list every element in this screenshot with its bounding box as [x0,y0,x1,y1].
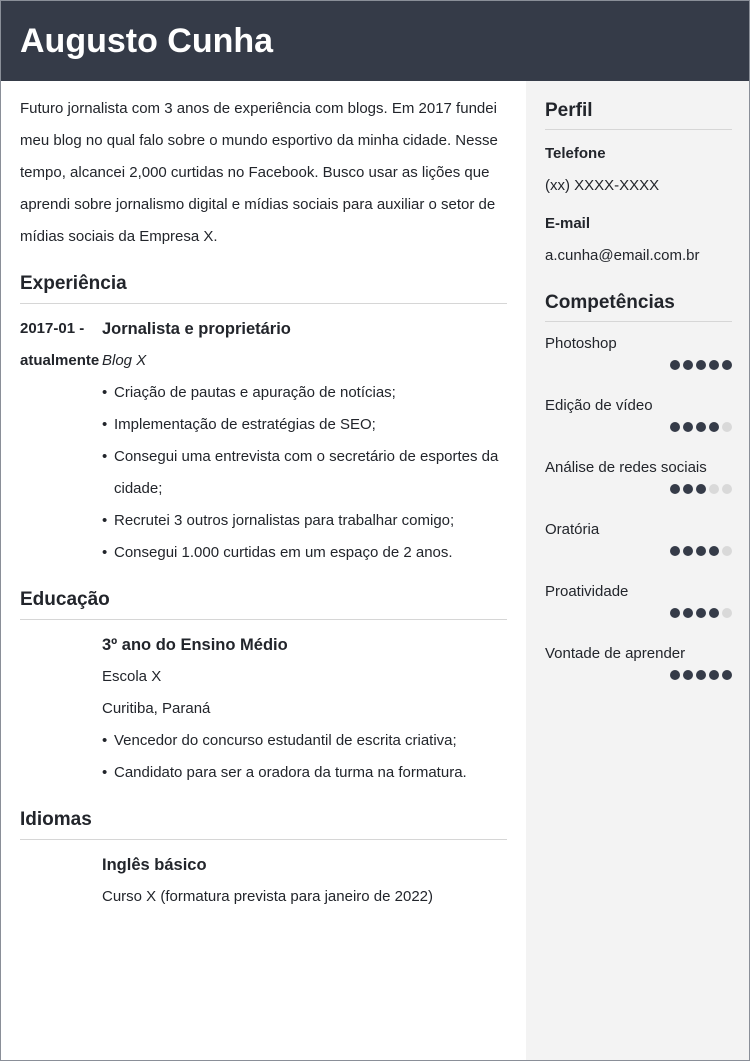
filled-dot-icon [683,484,693,494]
candidate-name: Augusto Cunha [20,22,274,60]
filled-dot-icon [722,360,732,370]
skill-level-dots [670,608,732,620]
filled-dot-icon [683,546,693,556]
language-body [102,849,507,913]
list-item: • Consegui 1.000 curtidas em um espaço de 2 anos. [102,537,507,569]
degree-title: 3º ano do Ensino Médio [102,636,288,654]
language-entry [20,849,507,913]
filled-dot-icon [683,670,693,680]
empty-dot-icon [722,546,732,556]
filled-dot-icon [709,670,719,680]
language-name: Inglês básico [102,856,207,874]
list-item: • Implementação de estratégias de SEO; [102,409,507,441]
main-column [20,93,507,913]
skill-level-dots [670,546,732,558]
list-item: • Candidato para ser a oradora da turma na formatura. [102,757,507,789]
skill-level-dots [670,670,732,682]
filled-dot-icon [709,546,719,556]
skill-item [545,396,732,458]
experience-heading: Experiência [20,272,507,304]
experience-date [20,313,102,377]
languages-section [20,808,507,913]
skills-list [545,334,732,706]
skill-item [545,520,732,582]
school-name: Escola X [102,668,162,685]
skills-heading: Competências [545,290,732,322]
filled-dot-icon [670,484,680,494]
list-item: • Vencedor do concurso estudantil de escrita criativa; [102,725,507,757]
school-location: Curitiba, Paraná [102,700,211,717]
filled-dot-icon [670,422,680,432]
summary-text: Futuro jornalista com 3 anos de experiência com blogs. Em 2017 fundei meu blog no qual falo sobre o mundo esportivo da minha cidade. Nesse tempo, alcancei 2,000 curtidas no Facebook. Busco usar as lições que aprendi sobre jornalismo digital e mídias sociais para auxiliar o setor de mídias sociais da Empresa X. [20,100,498,245]
sidebar-content [545,98,732,706]
filled-dot-icon [670,360,680,370]
filled-dot-icon [683,422,693,432]
skill-item [545,334,732,396]
education-section [20,588,507,789]
filled-dot-icon [709,360,719,370]
education-body [102,629,507,789]
filled-dot-icon [722,670,732,680]
filled-dot-icon [670,608,680,618]
filled-dot-icon [683,608,693,618]
education-bullets [102,725,507,789]
job-title: Jornalista e proprietário [102,320,291,338]
languages-heading: Idiomas [20,808,507,840]
empty-dot-icon [722,608,732,618]
filled-dot-icon [696,546,706,556]
experience-entry [20,313,507,569]
skill-name: Proatividade [545,583,629,600]
language-detail: Curso X (formatura prevista para janeiro de 2022) [102,888,433,905]
filled-dot-icon [670,546,680,556]
filled-dot-icon [709,422,719,432]
filled-dot-icon [670,670,680,680]
filled-dot-icon [696,422,706,432]
list-item: • Criação de pautas e apuração de notícias; [102,377,507,409]
skill-item [545,582,732,644]
phone-value: (xx) XXXX-XXXX [545,177,660,194]
experience-date-end: atualmente [20,352,100,369]
experience-date-start: 2017-01 - [20,320,85,337]
empty-dot-icon [722,422,732,432]
skill-item [545,458,732,520]
skill-item [545,644,732,706]
skill-name: Vontade de aprender [545,645,686,662]
empty-dot-icon [709,484,719,494]
filled-dot-icon [696,670,706,680]
experience-body [102,313,507,569]
skill-level-dots [670,422,732,434]
filled-dot-icon [709,608,719,618]
education-heading: Educação [20,588,507,620]
skill-name: Edição de vídeo [545,397,653,414]
skill-name: Oratória [545,521,600,538]
experience-section [20,272,507,569]
phone-label: Telefone [545,145,606,162]
skill-level-dots [670,484,732,496]
skill-level-dots [670,360,732,372]
company-name: Blog X [102,352,147,369]
header-bar [1,1,750,81]
list-item: • Consegui uma entrevista com o secretário de esportes da cidade; [102,441,507,505]
email-value: a.cunha@email.com.br [545,247,700,264]
filled-dot-icon [683,360,693,370]
empty-dot-icon [722,484,732,494]
education-entry [20,629,507,789]
skill-name: Análise de redes sociais [545,459,707,476]
email-label: E-mail [545,215,591,232]
skill-name: Photoshop [545,335,617,352]
filled-dot-icon [696,608,706,618]
list-item: • Recrutei 3 outros jornalistas para trabalhar comigo; [102,505,507,537]
profile-heading: Perfil [545,98,732,130]
filled-dot-icon [696,360,706,370]
filled-dot-icon [696,484,706,494]
experience-bullets [102,377,507,569]
